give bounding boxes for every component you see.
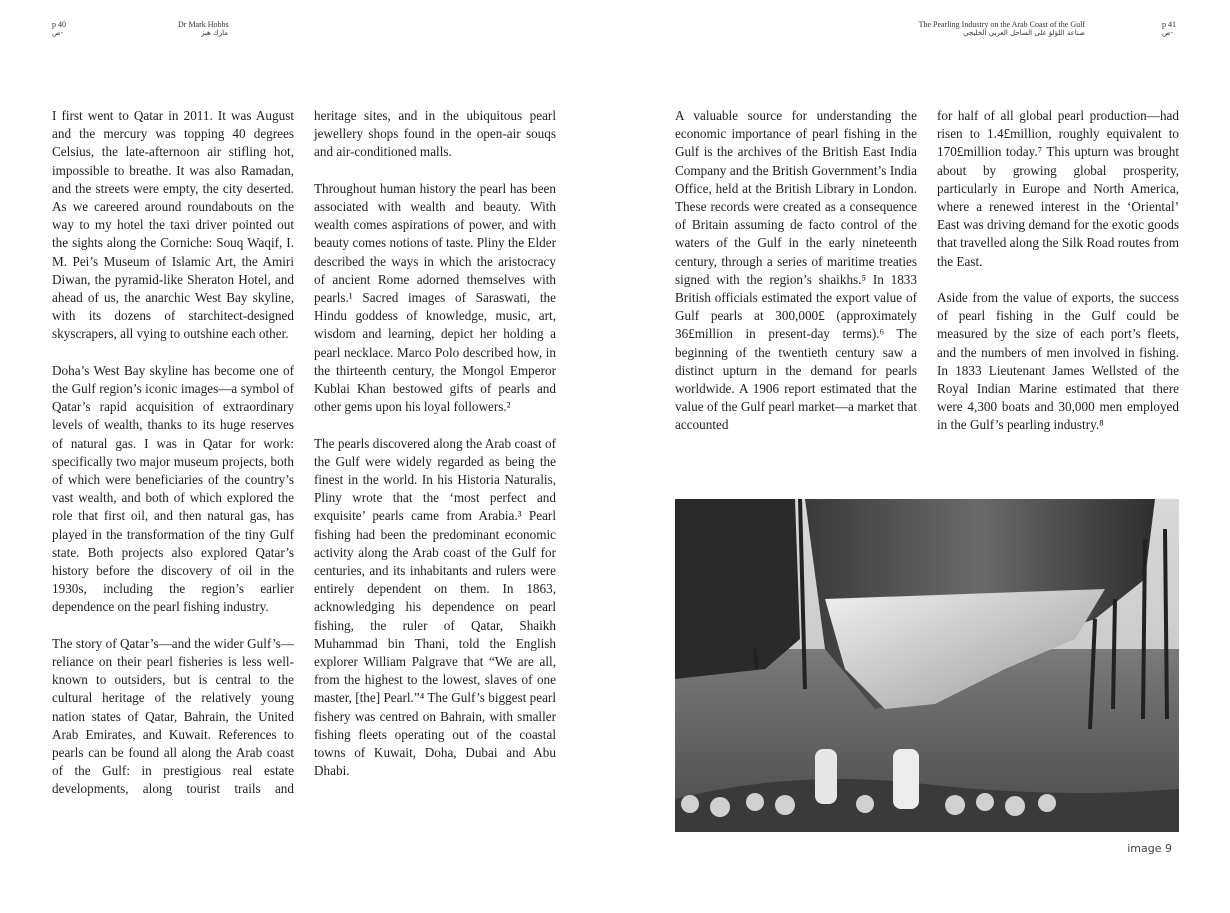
chapter-title-arabic: صناعة اللؤلؤ على الساحل العربي الخليجي [963,29,1085,37]
page-number: p 41 [1162,20,1176,29]
paragraph: The story of Qatar’s—and the wider Gulf’s—reliance on their pearl fisheries is less well-known to outsiders, but is central to the cultural heritage of the relatively young nation states of Qatar, Bahrain, the United Arab Emirates, and Kuwait. References to pearls can be found all along the Arab coast of the Gulf: in prestigious real estate developments, along tourist trails and [52,635,294,797]
paragraph: Aside from the value of exports, the success of pearl fishing in the Gulf could be measured by the size of each port’s fleets, and the numbers of men involved in fishing. In 1833 Lieutenant James Wellsted of the Royal Indian Marine estimated that there were 4,300 boats and 30,000 men employed in the Gulf’s pearling industry.⁸ [937,290,1179,433]
running-head-title [900,20,1085,38]
page-number-left [52,20,66,38]
page-number-arabic: ص- [52,29,63,37]
paragraph: I first went to Qatar in 2011. It was August and the mercury was topping 40 degrees Celsius, the late-afternoon air stifling hot, impossible to breathe. It was also Ramadan, and the streets were empty, the city deserted. As we careered around roundabouts on the way to my hotel the taxi driver pointed out the sights along the Corniche: Souq Waqif, I. M. Pei’s Museum of Islamic Art, the Amiri Diwan, the pyramid-like Sheraton Hotel, and ahead of us, the anarchic West Bay skyline, with its dozens of starchitect-designed skyscrapers, all vying to outshine each other. [52,108,294,342]
running-head-author [178,20,228,38]
page-number: p 40 [52,20,66,29]
paragraph: The pearls discovered along the Arab coast of the Gulf were widely regarded as being the finest in the world. In his Historia Naturalis, Pliny wrote that the ‘most perfect and exquisite’ pearls came from Arabia.³ Pearl fishing had been the predominant economic activity along the Arab coast of the Gulf for centuries, and its inhabitants and rulers were entirely dependent on them. In 1863, acknowledging his dependence on pearl fishing, the ruler of Qatar, Shaikh Muhammad bin Thani, told the English explorer William Palgrave that “We are all, from the highest to the lowest, slaves of one master, [the] Pearl.”⁴ The Gulf’s biggest pearl fishery was centred on Bahrain, with smaller fishing fleets operating out of the coastal towns of Kuwait, Doha, Dubai and Abu Dhabi. [314,435,556,779]
text-column-4 [937,107,1179,453]
author-name: Dr Mark Hobbs [178,20,229,29]
author-name-arabic: مارك هبز [201,29,228,37]
paragraph: A valuable source for understanding the economic importance of pearl fishing in the Gulf is the archives of the British East India Company and the British Government’s India Office, held at the British Library in London. These records were created as a consequence of Britain assuming de facto control of the waters of the Gulf in the early nineteenth century, through a series of maritime treaties signed with the region’s shaikhs.⁵ In 1833 British officials estimated the export value of Gulf pearls at 300,000£ (approximately 36£million in present-day terms).⁶ The beginning of the twentieth century saw a distinct upturn in the demand for pearls worldwide. A 1906 report estimated that the value of the Gulf pearl market—a market that accounted [675,108,917,433]
historical-photo-pearling-boats [675,499,1179,832]
page-number-right [1162,20,1176,38]
text-column-3 [675,107,917,453]
page-number-arabic: ص- [1162,29,1173,37]
image-caption: image 9 [1127,842,1172,855]
text-column-1 [52,107,294,817]
paragraph: Throughout human history the pearl has been associated with wealth and beauty. With wealth comes aspirations of power, and with beauty comes notions of taste. Pliny the Elder described the ways in which the aristocracy of ancient Rome adorned themselves with pearls.¹ Sacred images of Saraswati, the Hindu goddess of knowledge, music, art, wisdom and learning, depict her holding a pearl necklace. Marco Polo described how, in the thirteenth century, the Mongol Emperor Kublai Khan bestowed gifts of pearls and other gems upon his loyal followers.² [314,180,556,415]
chapter-title: The Pearling Industry on the Arab Coast of the Gulf [918,20,1085,29]
paragraph: for half of all global pearl production—had risen to 1.4£million, roughly equivalent to 170£million today.⁷ This upturn was brought about by growing global prosperity, particularly in Europe and North America, where a renewed interest in the ‘Oriental’ East was driving demand for the exotic goods that travelled along the Silk Road routes from the East. [937,108,1179,269]
paragraph: Doha’s West Bay skyline has become one of the Gulf region’s iconic images—a symbol of Qatar’s rapid acquisition of extraordinary levels of wealth, thanks to its huge reserves of natural gas. I was in Qatar for work: specifically two major museum projects, both of which were beneficiaries of the country’s vast wealth, and both of which explored the role that first oil, and then natural gas, has played in the transformation of the tiny Gulf state. Both projects also explored Qatar’s history before the discovery of oil in the 1930s, including the region’s earlier dependence on the pearl fishing industry. [52,362,294,615]
text-column-2 [314,107,556,799]
photo-illustration [675,499,1179,832]
paragraph: heritage sites, and in the ubiquitous pearl jewellery shops found in the open-air souqs and air-conditioned malls. [314,108,556,160]
